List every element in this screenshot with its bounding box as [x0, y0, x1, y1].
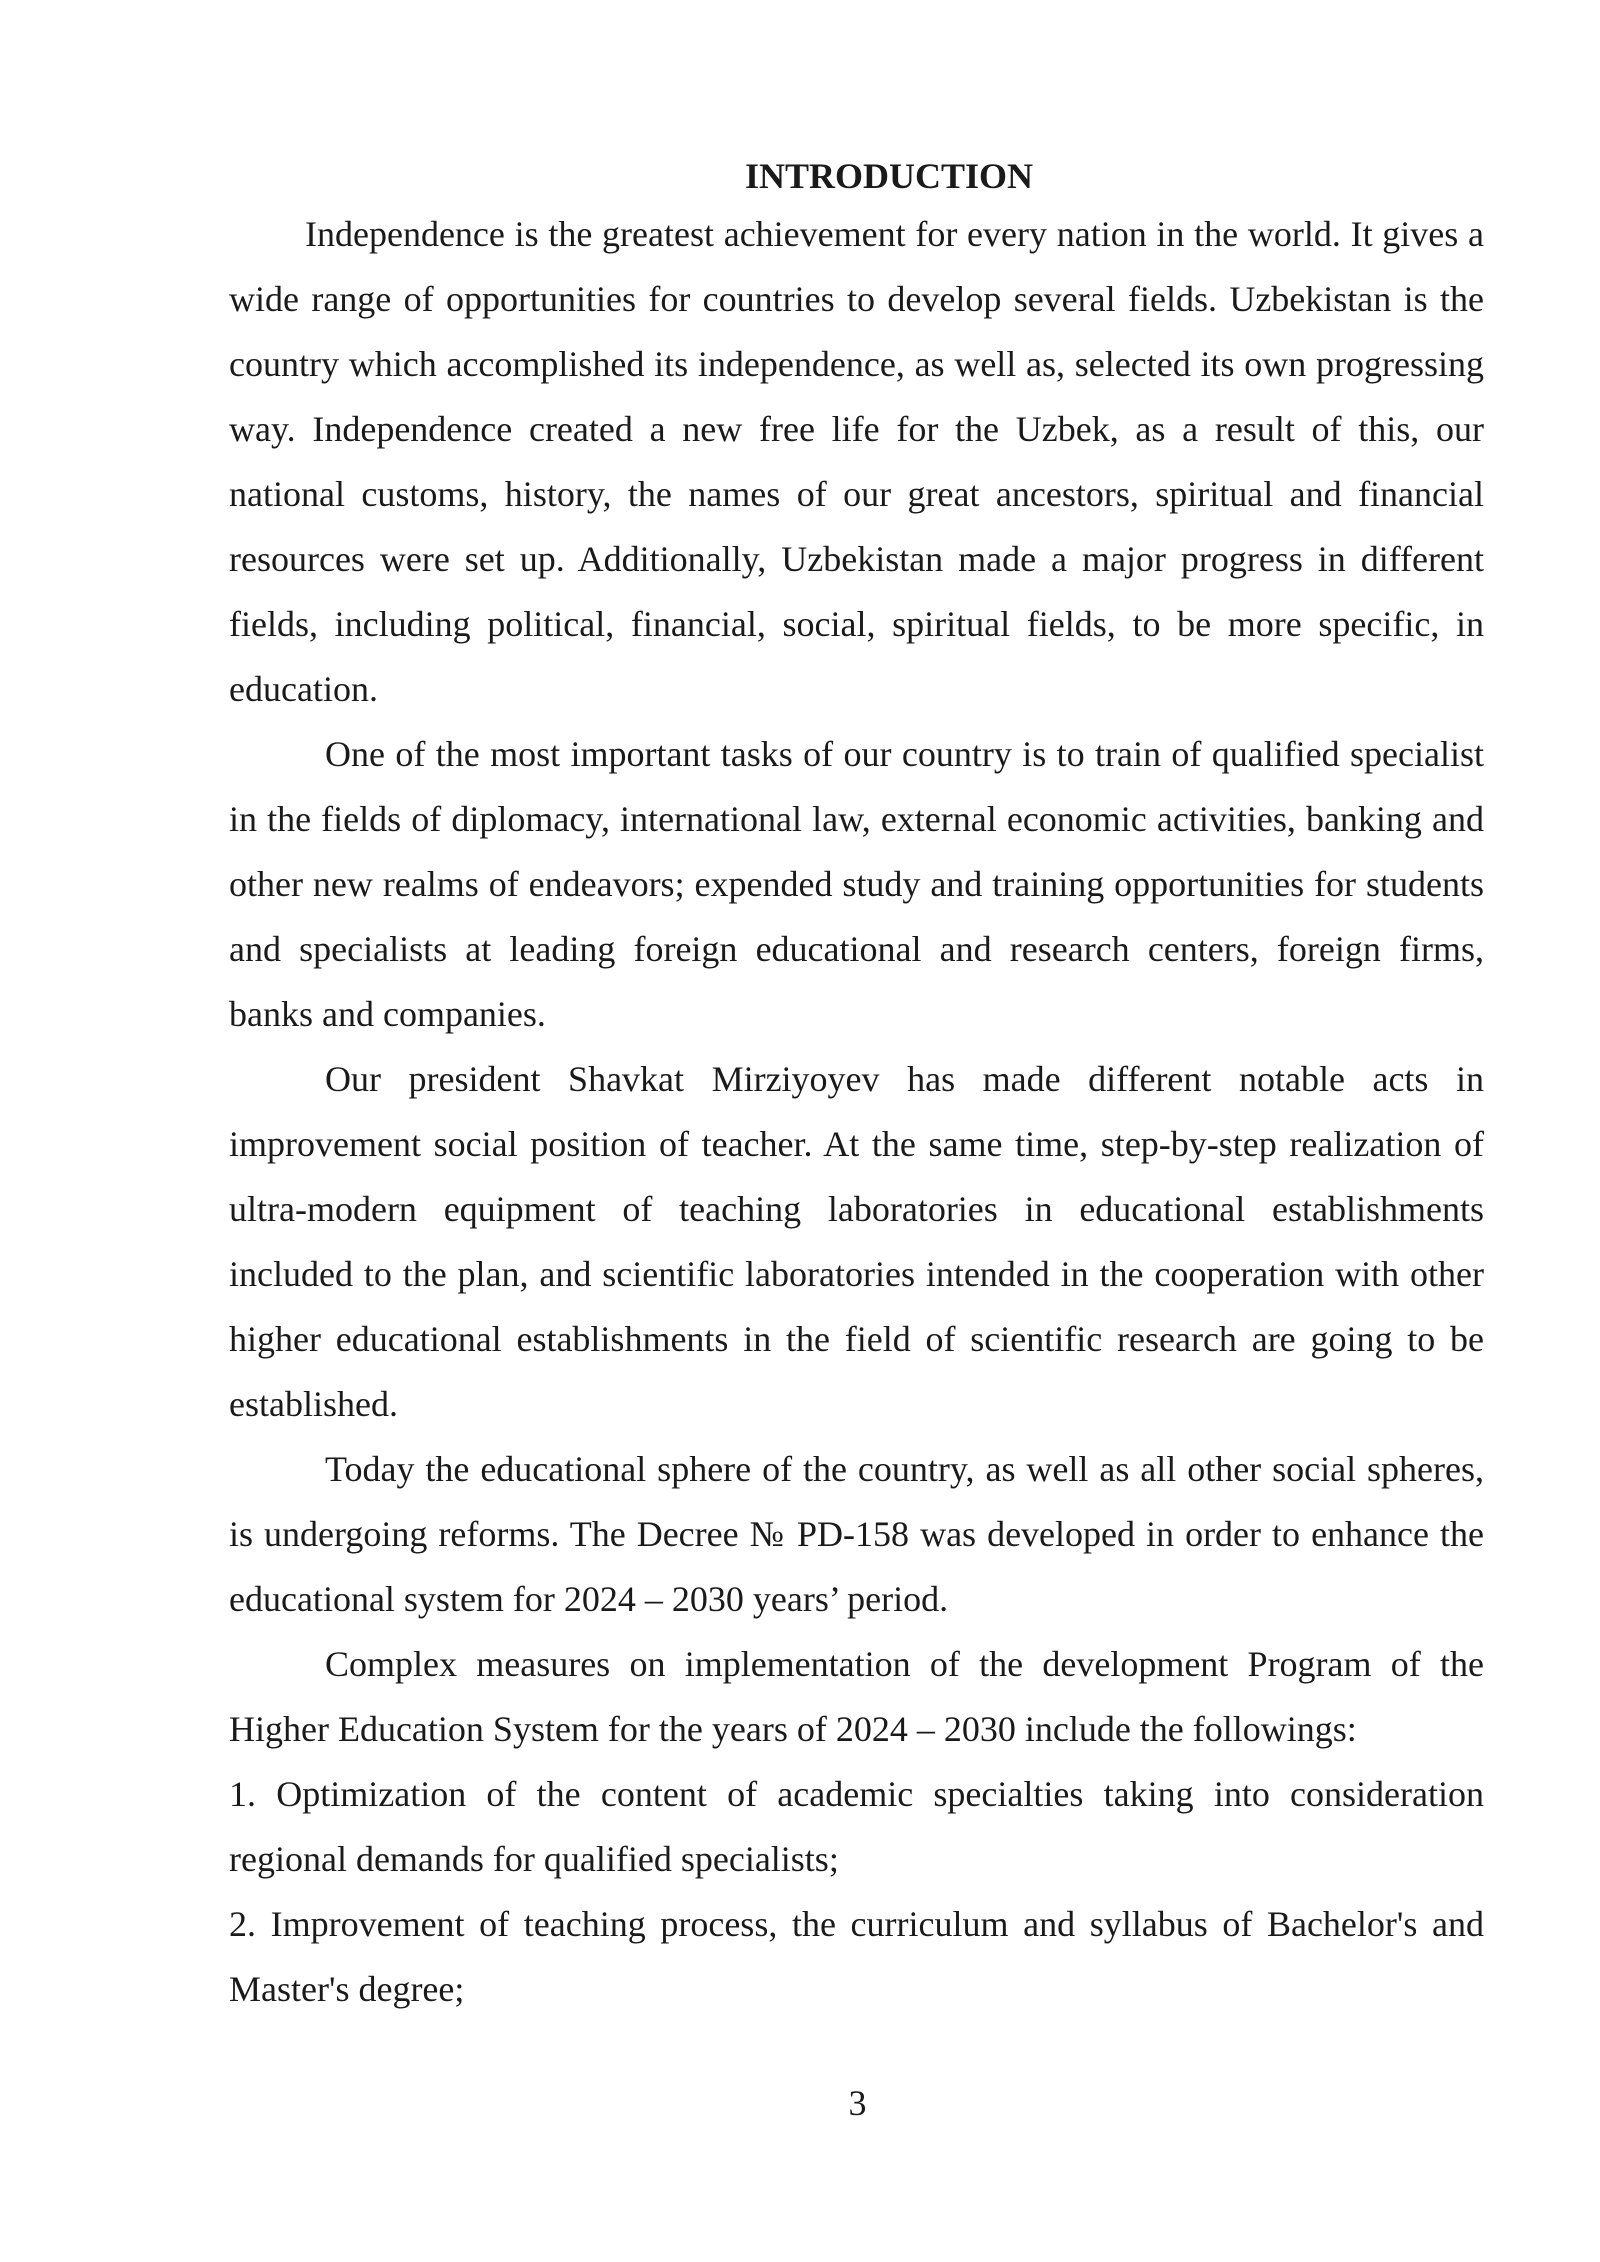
- document-page: [229, 150, 1484, 2022]
- section-title: INTRODUCTION: [744, 156, 1034, 196]
- paragraph-independence: Independence is the greatest achievement for every nation in the world. It gives a wide range of opportunities for countries to develop several fields. Uzbekistan is the country which accomplished its independence, as well as, selected its own progressing way. Independence created a new free life for the Uzbek, as a result of this, our national customs, history, the names of our great ancestors, spiritual and financial resources were set up. Additionally, Uzbekistan made a major progress in different fields, including political, financial, social, spiritual fields, to be more specific, in education.: [229, 214, 1484, 709]
- list-item-improvement: 2. Improvement of teaching process, the curriculum and syllabus of Bachelor's and Master's degree;: [229, 1904, 1484, 2009]
- list-item-optimization: 1. Optimization of the content of academic specialties taking into consideration regional demands for qualified specialists;: [229, 1774, 1484, 1879]
- page-number: 3: [848, 2083, 867, 2123]
- paragraph-tasks: One of the most important tasks of our country is to train of qualified specialist in the fields of diplomacy, international law, external economic activities, banking and other new realms of endeavors; expended study and training opportunities for students and specialists at leading foreign educational and research centers, foreign firms, banks and companies.: [229, 734, 1484, 1034]
- paragraph-reforms: Today the educational sphere of the country, as well as all other social spheres, is undergoing reforms. The Decree № PD-158 was developed in order to enhance the educational system for 2024 – 2030 years’ period.: [229, 1449, 1484, 1619]
- paragraph-president: Our president Shavkat Mirziyoyev has made different notable acts in improvement social position of teacher. At the same time, step-by-step realization of ultra-modern equipment of teaching laboratories in educational establishments included to the plan, and scientific laboratories intended in the cooperation with other higher educational establishments in the field of scientific research are going to be established.: [229, 1059, 1484, 1424]
- paragraph-complex-measures: Complex measures on implementation of the development Program of the Higher Education System for the years of 2024 – 2030 include the followings:: [229, 1644, 1484, 1749]
